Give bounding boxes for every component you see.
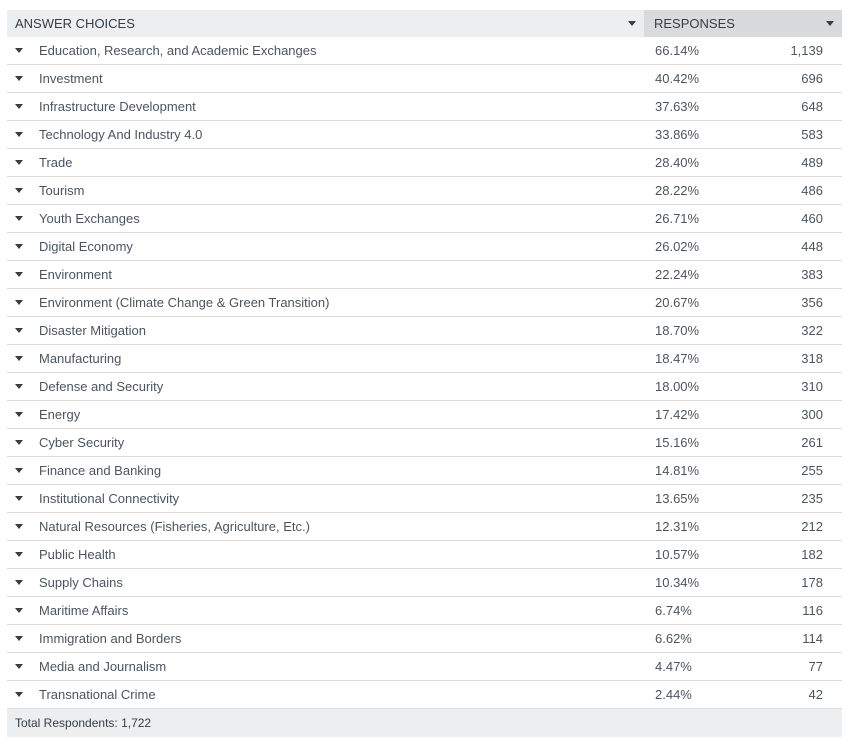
table-row — [7, 205, 842, 233]
expand-caret-icon[interactable] — [15, 188, 23, 193]
sort-caret-icon[interactable] — [628, 21, 636, 26]
answer-choice-label: Environment — [39, 267, 112, 282]
response-count: 310 — [801, 379, 823, 394]
expand-caret-icon[interactable] — [15, 356, 23, 361]
answer-choice-label: Environment (Climate Change & Green Transition) — [39, 295, 330, 310]
response-cell — [644, 323, 842, 338]
response-percent: 10.57% — [655, 547, 700, 562]
table-row — [7, 485, 842, 513]
answer-choice-cell — [7, 603, 644, 618]
answer-choice-label: Infrastructure Development — [39, 99, 196, 114]
response-cell — [644, 435, 842, 450]
expand-caret-icon[interactable] — [15, 412, 23, 417]
expand-caret-icon[interactable] — [15, 580, 23, 585]
answer-choice-label: Institutional Connectivity — [39, 491, 180, 506]
answer-choice-label: Defense and Security — [39, 379, 164, 394]
response-percent: 33.86% — [655, 127, 700, 142]
table-footer — [7, 709, 842, 737]
expand-caret-icon[interactable] — [15, 76, 23, 81]
expand-caret-icon[interactable] — [15, 300, 23, 305]
answer-choice-cell — [7, 295, 644, 310]
table-row — [7, 597, 842, 625]
response-percent: 20.67% — [655, 295, 700, 310]
response-percent: 2.44% — [655, 687, 692, 702]
answer-choice-cell — [7, 43, 644, 58]
table-row — [7, 401, 842, 429]
response-percent: 4.47% — [655, 659, 692, 674]
answer-choice-label: Public Health — [39, 547, 116, 562]
table-row — [7, 149, 842, 177]
answer-choices-label: ANSWER CHOICES — [15, 16, 135, 31]
answer-choice-label: Education, Research, and Academic Exchanges — [39, 43, 317, 58]
response-cell — [644, 155, 842, 170]
answer-choice-label: Transnational Crime — [39, 687, 156, 702]
answer-choice-label: Energy — [39, 407, 81, 422]
response-cell — [644, 351, 842, 366]
answer-choice-label: Digital Economy — [39, 239, 133, 254]
response-cell — [644, 379, 842, 394]
response-percent: 10.34% — [655, 575, 700, 590]
answer-choices-header[interactable] — [7, 10, 644, 37]
response-count: 648 — [801, 99, 823, 114]
response-cell — [644, 519, 842, 534]
expand-caret-icon[interactable] — [15, 524, 23, 529]
answer-choice-label: Investment — [39, 71, 103, 86]
expand-caret-icon[interactable] — [15, 664, 23, 669]
answer-choice-label: Maritime Affairs — [39, 603, 129, 618]
answer-choice-label: Youth Exchanges — [39, 211, 140, 226]
response-cell — [644, 603, 842, 618]
responses-table — [7, 10, 842, 737]
response-cell — [644, 211, 842, 226]
table-row — [7, 233, 842, 261]
answer-choice-label: Disaster Mitigation — [39, 323, 146, 338]
answer-choice-label: Manufacturing — [39, 351, 122, 366]
response-cell — [644, 659, 842, 674]
expand-caret-icon[interactable] — [15, 608, 23, 613]
table-row — [7, 681, 842, 709]
table-row — [7, 93, 842, 121]
table-row — [7, 457, 842, 485]
response-cell — [644, 407, 842, 422]
response-count: 182 — [801, 547, 823, 562]
table-row — [7, 289, 842, 317]
answer-choice-cell — [7, 491, 644, 506]
expand-caret-icon[interactable] — [15, 48, 23, 53]
table-header — [7, 10, 842, 37]
answer-choice-cell — [7, 463, 644, 478]
response-count: 255 — [801, 463, 823, 478]
answer-choice-cell — [7, 659, 644, 674]
answer-choice-cell — [7, 435, 644, 450]
response-cell — [644, 43, 842, 58]
expand-caret-icon[interactable] — [15, 328, 23, 333]
table-row — [7, 429, 842, 457]
response-percent: 28.40% — [655, 155, 700, 170]
expand-caret-icon[interactable] — [15, 132, 23, 137]
total-respondents: Total Respondents: 1,722 — [15, 716, 152, 730]
response-cell — [644, 491, 842, 506]
response-cell — [644, 687, 842, 702]
response-count: 486 — [801, 183, 823, 198]
table-row — [7, 373, 842, 401]
table-row — [7, 121, 842, 149]
responses-header[interactable] — [644, 10, 842, 37]
response-percent: 13.65% — [655, 491, 700, 506]
response-percent: 26.71% — [655, 211, 700, 226]
answer-choice-cell — [7, 239, 644, 254]
response-count: 696 — [801, 71, 823, 86]
response-percent: 12.31% — [655, 519, 700, 534]
response-count: 77 — [808, 659, 823, 674]
answer-choice-cell — [7, 267, 644, 282]
response-count: 114 — [802, 631, 823, 646]
answer-choice-cell — [7, 71, 644, 86]
answer-choice-label: Finance and Banking — [39, 463, 162, 478]
response-count: 489 — [801, 155, 823, 170]
answer-choice-label: Natural Resources (Fisheries, Agriculture, Etc.) — [39, 519, 310, 534]
answer-choice-cell — [7, 407, 644, 422]
expand-caret-icon[interactable] — [15, 636, 23, 641]
table-row — [7, 653, 842, 681]
expand-caret-icon[interactable] — [15, 552, 23, 557]
response-percent: 18.70% — [655, 323, 700, 338]
response-count: 322 — [801, 323, 823, 338]
sort-caret-icon[interactable] — [826, 21, 834, 26]
expand-caret-icon[interactable] — [15, 468, 23, 473]
response-count: 212 — [801, 519, 823, 534]
response-cell — [644, 71, 842, 86]
response-count: 460 — [801, 211, 823, 226]
answer-choice-cell — [7, 351, 644, 366]
response-count: 178 — [801, 575, 823, 590]
table-row — [7, 317, 842, 345]
response-cell — [644, 127, 842, 142]
answer-choice-label: Tourism — [39, 183, 85, 198]
answer-choice-label: Immigration and Borders — [39, 631, 182, 646]
response-percent: 17.42% — [655, 407, 700, 422]
response-percent: 6.74% — [655, 603, 692, 618]
answer-choice-cell — [7, 183, 644, 198]
table-row — [7, 541, 842, 569]
response-cell — [644, 183, 842, 198]
table-row — [7, 177, 842, 205]
response-count: 583 — [801, 127, 823, 142]
table-row — [7, 513, 842, 541]
expand-caret-icon[interactable] — [15, 272, 23, 277]
table-row — [7, 345, 842, 373]
response-percent: 26.02% — [655, 239, 700, 254]
response-cell — [644, 99, 842, 114]
response-percent: 18.47% — [655, 351, 700, 366]
answer-choice-cell — [7, 127, 644, 142]
expand-caret-icon[interactable] — [15, 692, 23, 697]
table-row — [7, 569, 842, 597]
table-row — [7, 625, 842, 653]
expand-caret-icon[interactable] — [15, 496, 23, 501]
response-count: 261 — [801, 435, 823, 450]
table-row — [7, 37, 842, 65]
response-cell — [644, 239, 842, 254]
answer-choice-cell — [7, 211, 644, 226]
table-row — [7, 261, 842, 289]
answer-choice-cell — [7, 99, 644, 114]
answer-choice-cell — [7, 575, 644, 590]
response-percent: 22.24% — [655, 267, 700, 282]
response-count: 448 — [801, 239, 823, 254]
response-count: 300 — [801, 407, 823, 422]
response-count: 235 — [801, 491, 823, 506]
expand-caret-icon[interactable] — [15, 160, 23, 165]
response-cell — [644, 463, 842, 478]
response-count: 383 — [801, 267, 823, 282]
answer-choice-label: Trade — [39, 155, 73, 170]
table-row — [7, 65, 842, 93]
response-percent: 66.14% — [655, 43, 700, 58]
response-percent: 37.63% — [655, 99, 700, 114]
answer-choice-cell — [7, 547, 644, 562]
answer-choice-cell — [7, 519, 644, 534]
response-cell — [644, 547, 842, 562]
table-body — [7, 37, 842, 709]
response-cell — [644, 575, 842, 590]
response-percent: 6.62% — [655, 631, 692, 646]
answer-choice-cell — [7, 631, 644, 646]
response-count: 116 — [802, 603, 823, 618]
answer-choice-cell — [7, 323, 644, 338]
response-cell — [644, 267, 842, 282]
expand-caret-icon[interactable] — [15, 216, 23, 221]
response-count: 1,139 — [790, 43, 823, 58]
expand-caret-icon[interactable] — [15, 384, 23, 389]
response-count: 356 — [801, 295, 823, 310]
answer-choice-label: Technology And Industry 4.0 — [39, 127, 203, 142]
expand-caret-icon[interactable] — [15, 244, 23, 249]
response-percent: 40.42% — [655, 71, 700, 86]
response-percent: 14.81% — [655, 463, 700, 478]
response-count: 318 — [801, 351, 823, 366]
answer-choice-cell — [7, 379, 644, 394]
response-percent: 18.00% — [655, 379, 700, 394]
response-count: 42 — [808, 687, 823, 702]
answer-choice-label: Supply Chains — [39, 575, 123, 590]
answer-choice-label: Cyber Security — [39, 435, 125, 450]
answer-choice-label: Media and Journalism — [39, 659, 167, 674]
answer-choice-cell — [7, 687, 644, 702]
response-percent: 15.16% — [655, 435, 700, 450]
response-cell — [644, 295, 842, 310]
expand-caret-icon[interactable] — [15, 440, 23, 445]
expand-caret-icon[interactable] — [15, 104, 23, 109]
response-cell — [644, 631, 842, 646]
answer-choice-cell — [7, 155, 644, 170]
response-percent: 28.22% — [655, 183, 700, 198]
responses-label: RESPONSES — [654, 16, 735, 31]
